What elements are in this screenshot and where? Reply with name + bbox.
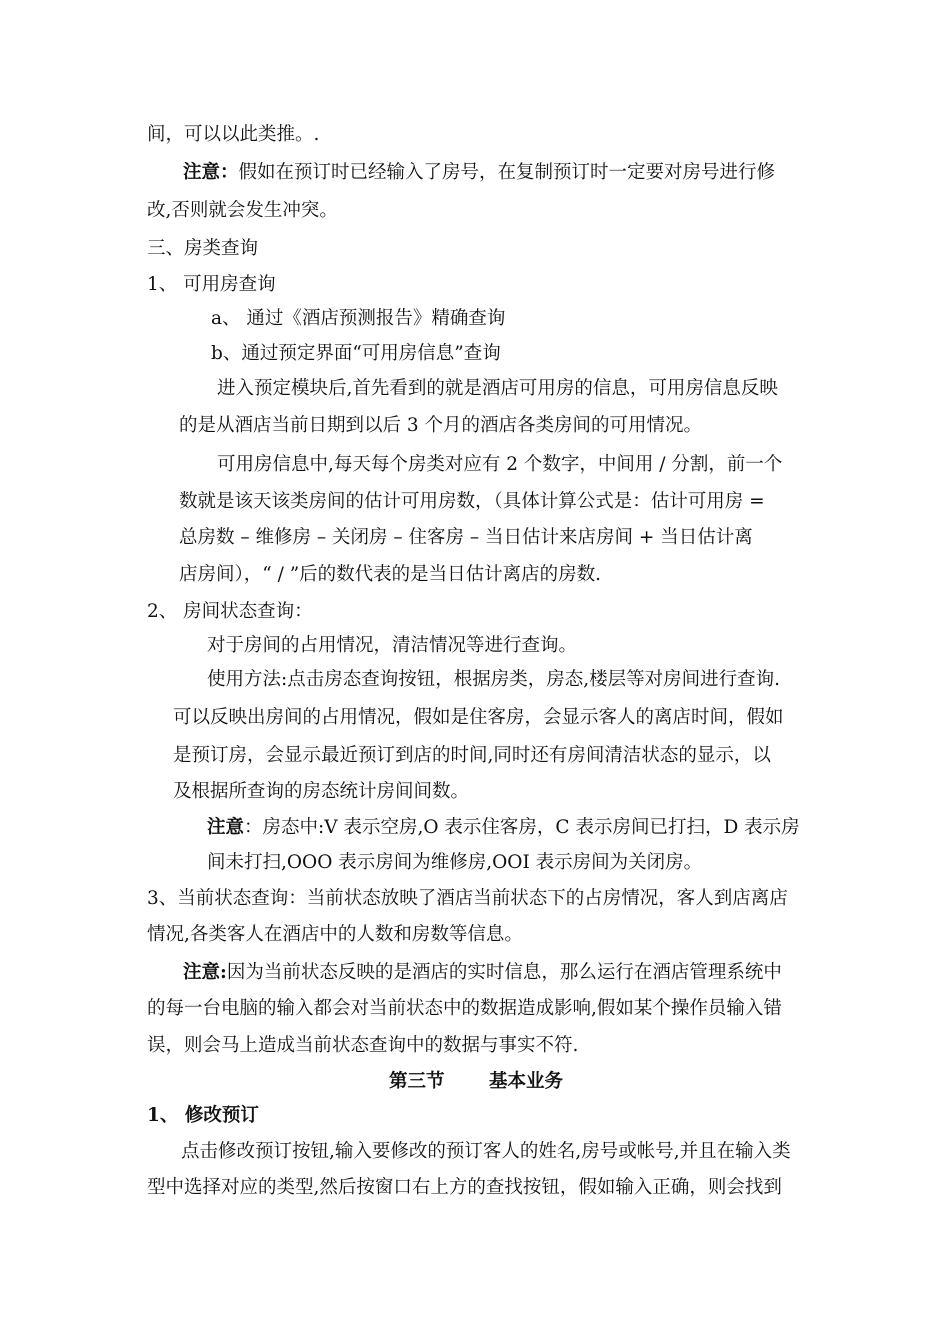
text-line: 对于房间的占用情况，清洁情况等进行查询。 [207,635,578,656]
text-line: 是预订房，会显示最近预订到店的时间,同时还有房间清洁状态的显示，以 [173,745,771,766]
text-line: 使用方法:点击房态查询按钮，根据房类，房态,楼层等对房间进行查询. [207,669,780,690]
note-text: ：房态中:V 表示空房,O 表示住客房，C 表示房间已打扫，D 表示房 [244,817,800,838]
text-line: 可用房信息中,每天每个房类对应有 2 个数字，中间用 / 分割，前一个 [217,454,783,475]
text-line: 店房间），“ / ”后的数代表的是当日估计离店的房数. [179,564,602,585]
text-line: 进入预定模块后,首先看到的就是酒店可用房的信息，可用房信息反映 [217,378,778,399]
text-line: 改,否则就会发生冲突。 [147,200,338,221]
text-line: 型中选择对应的类型,然后按窗口右上方的查找按钮，假如输入正确，则会找到 [147,1177,782,1198]
sub-list-item: a、 通过《酒店预测报告》精确查询 [211,308,506,329]
note-paragraph [183,961,782,985]
list-item: 1、 可用房查询 [147,274,276,295]
note-text: 因为当前状态反映的是酒店的实时信息，那么运行在酒店管理系统中 [226,962,782,983]
text-line: 的每一台电脑的输入都会对当前状态中的数据造成影响,假如某个操作员输入错 [147,998,782,1019]
text-line: 及根据所查询的房态统计房间间数。 [173,781,470,802]
text-line: 点击修改预订按钮,输入要修改的预订客人的姓名,房号或帐号,并且在输入类 [181,1141,791,1162]
text-line: 可以反映出房间的占用情况，假如是住客房，会显示客人的离店时间，假如 [173,707,784,728]
text-line: 数就是该天该类房间的估计可用房数，（具体计算公式是：估计可用房 = [179,491,765,512]
text-line: 间未打扫,OOO 表示房间为维修房,OOI 表示房间为关闭房。 [207,852,703,873]
note-text: 假如在预订时已经输入了房号，在复制预订时一定要对房号进行修 [238,162,776,183]
text-line: 误，则会马上造成当前状态查询中的数据与事实不符. [147,1035,579,1056]
note-label: 注意: [183,962,227,983]
text-line: 总房数 – 维修房 – 关闭房 – 住客房 – 当日估计来店房间 + 当日估计离 [179,527,753,548]
section-heading-number: 第三节 [389,1071,445,1092]
sub-list-item: b、通过预定界面“可用房信息”查询 [211,343,501,364]
section-title: 三、房类查询 [147,238,259,259]
note-label: 注意 [207,817,245,838]
text-line: 情况,各类客人在酒店中的人数和房数等信息。 [147,924,523,945]
text-line: 间，可以以此类推。. [147,124,320,145]
note-paragraph [183,161,775,185]
section-heading-title: 基本业务 [489,1071,564,1092]
list-item: 3、当前状态查询：当前状态放映了酒店当前状态下的占房情况，客人到店离店 [147,888,788,909]
list-item: 2、 房间状态查询： [147,601,313,622]
note-label: 注意： [183,162,239,183]
text-line: 的是从酒店当前日期到以后 3 个月的酒店各类房间的可用情况。 [179,415,703,436]
note-paragraph [207,816,800,840]
list-item: 1、 修改预订 [147,1105,259,1126]
